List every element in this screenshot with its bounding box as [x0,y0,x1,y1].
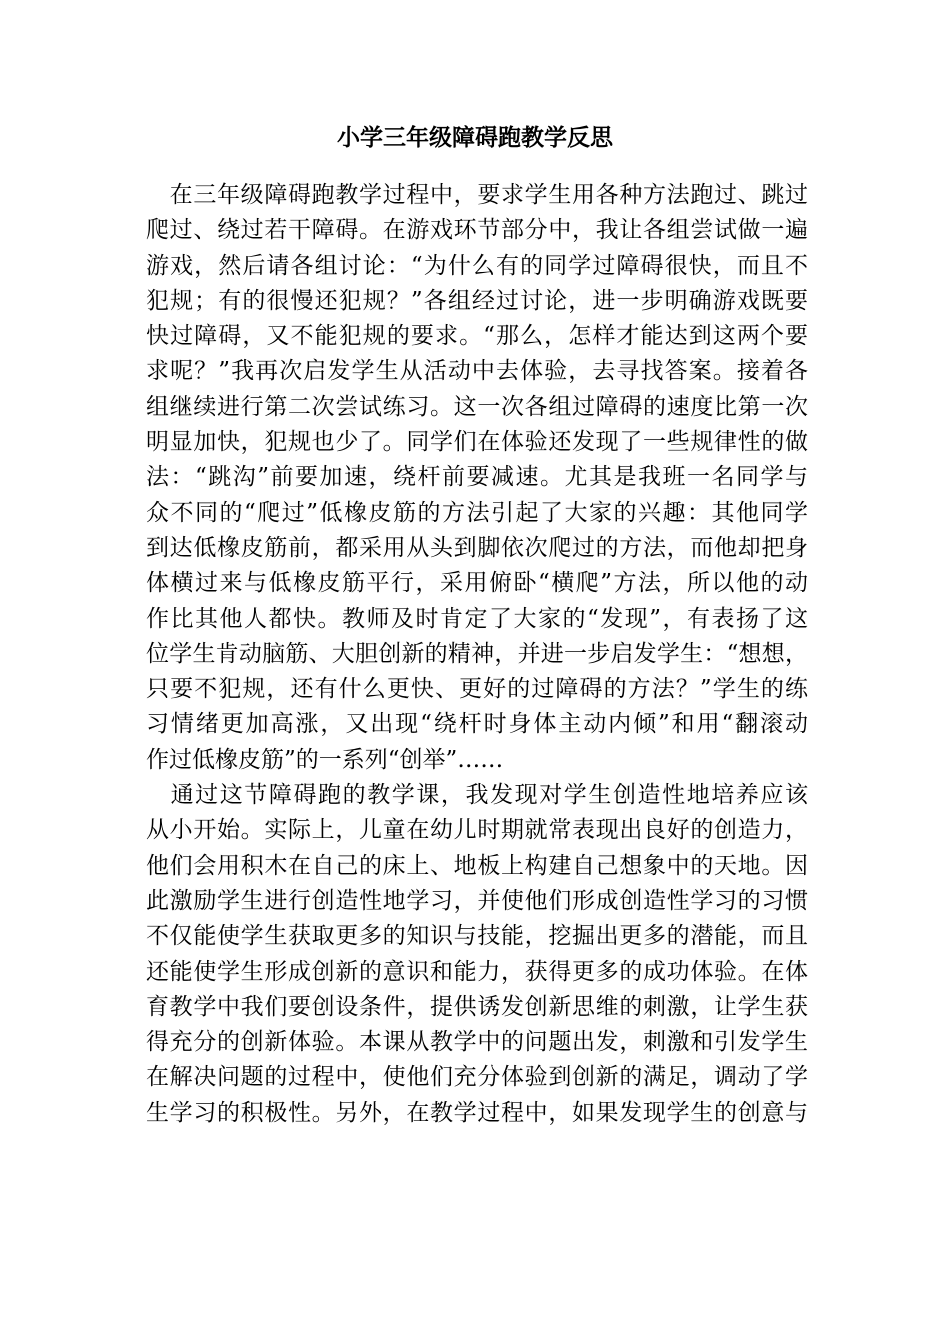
text-line: 他们会用积木在自己的床上、地板上构建自己想象中的天地。因 [146,852,808,879]
text-line: 还能使学生形成创新的意识和能力，获得更多的成功体验。在体 [146,958,808,985]
paragraph-2 [146,778,808,1131]
text-line: 此激励学生进行创造性地学习，并使他们形成创造性学习的习惯 [146,887,808,914]
text-line: 位学生肯动脑筋、大胆创新的精神，并进一步启发学生：“想想， [146,640,808,667]
text-line: 生学习的积极性。另外，在教学过程中，如果发现学生的创意与 [146,1099,808,1126]
text-line: 犯规；有的很慢还犯规？”各组经过讨论，进一步明确游戏既要 [146,287,808,314]
text-line: 明显加快，犯规也少了。同学们在体验还发现了一些规律性的做 [146,429,808,456]
text-line: 得充分的创新体验。本课从教学中的问题出发，刺激和引发学生 [146,1029,808,1056]
text-line: 育教学中我们要创设条件，提供诱发创新思维的刺激，让学生获 [146,993,808,1020]
text-line: 作比其他人都快。教师及时肯定了大家的“发现”，有表扬了这 [146,605,808,632]
text-line: 众不同的“爬过”低橡皮筋的方法引起了大家的兴趣：其他同学 [146,499,808,526]
text-line: 在解决问题的过程中，使他们充分体验到创新的满足，调动了学 [146,1064,808,1091]
document-title: 小学三年级障碍跑教学反思 [337,124,613,151]
text-line: 到达低橡皮筋前，都采用从头到脚依次爬过的方法，而他却把身 [146,534,808,561]
text-line: 法：“跳沟”前要加速，绕杆前要减速。尤其是我班一名同学与 [146,464,808,491]
paragraph-1 [146,178,808,778]
text-line: 游戏，然后请各组讨论：“为什么有的同学过障碍很快，而且不 [146,252,808,279]
text-line: 爬过、绕过若干障碍。在游戏环节部分中，我让各组尝试做一遍 [146,217,808,244]
text-line: 体横过来与低橡皮筋平行，采用俯卧“横爬”方法，所以他的动 [146,570,808,597]
text-line: 在三年级障碍跑教学过程中，要求学生用各种方法跑过、跳过 [146,182,808,208]
text-line: 从小开始。实际上，儿童在幼儿时期就常表现出良好的创造力， [146,817,808,844]
text-line: 组继续进行第二次尝试练习。这一次各组过障碍的速度比第一次 [146,393,808,420]
text-line: 不仅能使学生获取更多的知识与技能，挖掘出更多的潜能，而且 [146,923,808,950]
text-line: 习情绪更加高涨，又出现“绕杆时身体主动内倾”和用“翻滚动 [146,711,808,738]
text-line: 求呢？”我再次启发学生从活动中去体验，去寻找答案。接着各 [146,358,808,385]
text-line: 通过这节障碍跑的教学课，我发现对学生创造性地培养应该 [146,782,808,809]
text-line: 快过障碍，又不能犯规的要求。“那么，怎样才能达到这两个要 [146,323,808,350]
text-line: 作过低橡皮筋”的一系列“创举”…… [146,746,504,773]
text-line: 只要不犯规，还有什么更快、更好的过障碍的方法？”学生的练 [146,676,808,703]
document-body [146,178,808,1131]
